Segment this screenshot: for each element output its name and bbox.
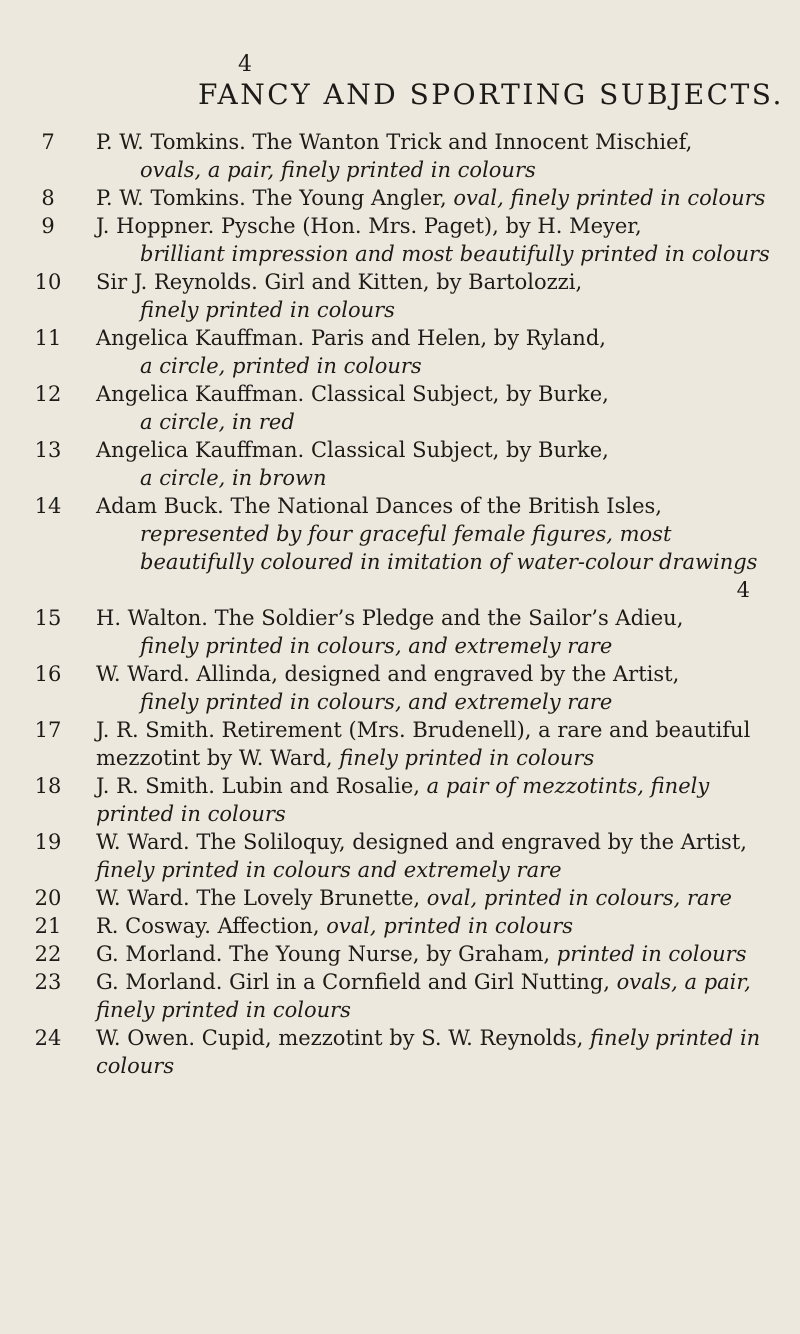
lot-artist: J. R. Smith. [96,774,215,798]
lot-description: finely printed in colours [140,298,395,322]
lot-title: The Young Nurse, by Graham, [229,942,551,966]
page-number: 4 [238,52,252,77]
lot-description: oval, printed in colours, rare [426,886,732,910]
lot-title: The Lovely Brunette, [196,886,421,910]
lot-artist: P. W. Tomkins. [96,186,246,210]
lot-description: a circle, in brown [140,466,327,490]
lot-artist: Angelica Kauffman. [96,438,305,462]
lot-title: Pysche (Hon. Mrs. Paget), by H. Meyer, [221,214,642,238]
lot-number: 14 [34,494,62,518]
lot-artist: J. Hoppner. [96,214,215,238]
lot-entry [0,1024,790,1080]
lot-number: 11 [34,326,62,350]
lot-artist: W. Ward. [96,886,190,910]
lot-entry [0,828,790,884]
lot-quantity: 4 [736,578,750,602]
lot-entry [0,660,790,716]
lot-description: ovals, a pair, finely printed in colours [140,158,536,182]
lot-entry [0,968,790,1024]
lot-artist: G. Morland. [96,942,223,966]
lot-title: Lubin and Rosalie, [221,774,420,798]
lot-number: 21 [34,914,62,938]
lot-title: Classical Subject, by Burke, [310,382,609,406]
lot-title: Cupid, mezzotint by S. W. Reynolds, [201,1026,584,1050]
lot-description: represented by four graceful female figures, most beautifully coloured in imitation of water-colour drawings [140,522,758,574]
lot-entry [0,380,790,436]
lot-number: 19 [34,830,62,854]
lot-description: finely printed in colours, and extremely rare [140,690,613,714]
lot-title: Allinda, designed and engraved by the Artist, [196,662,680,686]
section-heading: FANCY AND SPORTING SUBJECTS. [198,78,784,111]
lot-entry [0,184,790,212]
lot-entry [0,128,790,184]
lot-number: 7 [41,130,55,154]
lot-artist: W. Ward. [96,662,190,686]
lot-entry [0,324,790,380]
lot-number: 23 [34,970,62,994]
lot-entry [0,268,790,324]
lot-artist: W. Owen. [96,1026,196,1050]
lot-description: a pair of mezzotints, finely printed in colours [96,774,710,826]
lot-entry [0,884,790,912]
lot-title: The Soldier’s Pledge and the Sailor’s Adieu, [214,606,684,630]
lot-title: The Young Angler, [252,186,447,210]
lot-title: Retirement (Mrs. Brudenell), a rare and beautiful mezzotint by W. Ward, [96,718,751,770]
lot-entry [0,492,790,604]
lot-title: The Wanton Trick and Innocent Mischief, [252,130,693,154]
lot-artist: G. Morland. [96,970,223,994]
lot-description: finely printed in colours and extremely rare [96,858,562,882]
lot-entry [0,212,790,268]
lot-title: Affection, [217,914,320,938]
lot-number: 17 [34,718,62,742]
lot-title: Classical Subject, by Burke, [310,438,609,462]
lot-artist: P. W. Tomkins. [96,130,246,154]
lot-description: printed in colours [556,942,747,966]
lot-artist: H. Walton. [96,606,208,630]
lot-number: 13 [34,438,62,462]
lot-number: 16 [34,662,62,686]
lot-number: 10 [34,270,62,294]
lot-description: finely printed in colours [339,746,595,770]
lot-artist: R. Cosway. [96,914,211,938]
lot-number: 18 [34,774,62,798]
lot-description: a circle, printed in colours [140,354,422,378]
lot-entry [0,940,790,968]
lot-description: oval, finely printed in colours [453,186,766,210]
lot-entry [0,912,790,940]
lot-number: 12 [34,382,62,406]
lot-description: finely printed in colours, and extremely rare [140,634,613,658]
lot-description: a circle, in red [140,410,295,434]
lot-artist: W. Ward. [96,830,190,854]
lot-artist: Adam Buck. [96,494,224,518]
lot-title: The National Dances of the British Isles, [230,494,662,518]
lot-description: finely printed in colours [96,1026,761,1078]
lot-entry [0,604,790,660]
lot-title: Paris and Helen, by Ryland, [310,326,606,350]
lot-artist: Angelica Kauffman. [96,326,305,350]
lot-description: oval, printed in colours [326,914,574,938]
lot-entry [0,436,790,492]
lot-description: brilliant impression and most beautifully printed in colours [140,242,770,266]
lot-artist: Sir J. Reynolds. [96,270,258,294]
lot-title: Girl in a Cornfield and Girl Nutting, [229,970,610,994]
lot-number: 20 [34,886,62,910]
lot-number: 24 [34,1026,62,1050]
lot-description: ovals, a pair, finely printed in colours [96,970,751,1022]
lot-entry [0,772,790,828]
lot-number: 9 [41,214,55,238]
lot-artist: J. R. Smith. [96,718,215,742]
lot-artist: Angelica Kauffman. [96,382,305,406]
lot-entry [0,716,790,772]
lot-title: Girl and Kitten, by Bartolozzi, [264,270,583,294]
lot-number: 15 [34,606,62,630]
lot-number: 8 [41,186,55,210]
lot-number: 22 [34,942,62,966]
lot-title: The Soliloquy, designed and engraved by the Artist, [196,830,747,854]
